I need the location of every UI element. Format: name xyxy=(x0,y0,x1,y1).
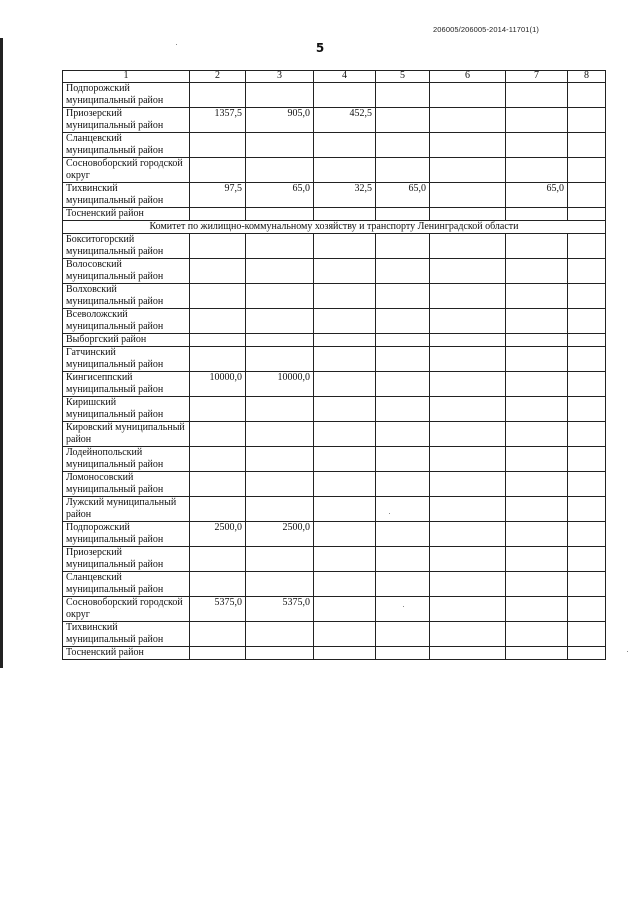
value-cell xyxy=(190,647,246,660)
value-cell xyxy=(506,547,568,572)
value-cell xyxy=(190,547,246,572)
value-cell: 905,0 xyxy=(246,108,314,133)
value-cell xyxy=(314,309,376,334)
value-cell xyxy=(506,372,568,397)
value-cell xyxy=(246,647,314,660)
value-cell xyxy=(506,422,568,447)
value-cell xyxy=(314,622,376,647)
value-cell xyxy=(506,108,568,133)
value-cell: 452,5 xyxy=(314,108,376,133)
table-row xyxy=(63,234,606,259)
district-name-cell: Сосновоборский городской округ xyxy=(63,597,190,622)
value-cell xyxy=(568,547,606,572)
table-row xyxy=(63,597,606,622)
value-cell xyxy=(568,522,606,547)
value-cell xyxy=(430,347,506,372)
value-cell xyxy=(314,447,376,472)
value-cell xyxy=(376,284,430,309)
value-cell xyxy=(376,259,430,284)
value-cell xyxy=(568,572,606,597)
value-cell xyxy=(506,83,568,108)
district-name-cell: Тихвинский муниципальный район xyxy=(63,183,190,208)
value-cell xyxy=(314,284,376,309)
district-name-cell: Волосовский муниципальный район xyxy=(63,259,190,284)
value-cell xyxy=(246,83,314,108)
value-cell xyxy=(246,472,314,497)
value-cell xyxy=(568,397,606,422)
value-cell xyxy=(376,497,430,522)
district-name-cell: Бокситогорский муниципальный район xyxy=(63,234,190,259)
page-number: 5 xyxy=(315,41,325,55)
value-cell xyxy=(314,208,376,221)
district-name-cell: Кировский муниципальный район xyxy=(63,422,190,447)
value-cell xyxy=(506,622,568,647)
value-cell xyxy=(376,447,430,472)
value-cell xyxy=(568,108,606,133)
value-cell xyxy=(246,397,314,422)
value-cell xyxy=(506,158,568,183)
value-cell xyxy=(190,422,246,447)
value-cell xyxy=(314,259,376,284)
value-cell xyxy=(376,347,430,372)
district-name-cell: Лодейнопольский муниципальный район xyxy=(63,447,190,472)
value-cell xyxy=(568,422,606,447)
value-cell xyxy=(430,372,506,397)
document-id: 206005/206005-2014-11701(1) xyxy=(433,25,539,34)
table-row xyxy=(63,522,606,547)
value-cell xyxy=(430,597,506,622)
value-cell xyxy=(568,234,606,259)
value-cell: 5375,0 xyxy=(246,597,314,622)
value-cell xyxy=(376,372,430,397)
value-cell: 65,0 xyxy=(246,183,314,208)
value-cell xyxy=(246,572,314,597)
table-row xyxy=(63,83,606,108)
value-cell xyxy=(568,309,606,334)
table-row xyxy=(63,647,606,660)
district-name-cell: Гатчинский муниципальный район xyxy=(63,347,190,372)
value-cell xyxy=(376,234,430,259)
value-cell xyxy=(246,347,314,372)
column-header: 8 xyxy=(568,71,606,83)
value-cell xyxy=(568,334,606,347)
value-cell: 97,5 xyxy=(190,183,246,208)
value-cell xyxy=(246,259,314,284)
value-cell xyxy=(568,183,606,208)
district-name-cell: Кингисеппский муниципальный район xyxy=(63,372,190,397)
value-cell xyxy=(314,158,376,183)
value-cell xyxy=(376,108,430,133)
value-cell xyxy=(506,259,568,284)
value-cell xyxy=(430,622,506,647)
value-cell xyxy=(376,83,430,108)
district-name-cell: Сосновоборский городской округ xyxy=(63,158,190,183)
table-row xyxy=(63,422,606,447)
section-title: Комитет по жилищно-коммунальному хозяйству и транспорту Ленинградской области xyxy=(63,221,606,234)
value-cell: 65,0 xyxy=(506,183,568,208)
value-cell xyxy=(376,647,430,660)
district-name-cell: Сланцевский муниципальный район xyxy=(63,572,190,597)
value-cell xyxy=(246,309,314,334)
value-cell xyxy=(506,647,568,660)
value-cell xyxy=(376,472,430,497)
table-row xyxy=(63,309,606,334)
value-cell xyxy=(376,133,430,158)
value-cell xyxy=(246,497,314,522)
value-cell: 5375,0 xyxy=(190,597,246,622)
value-cell xyxy=(506,497,568,522)
value-cell xyxy=(430,133,506,158)
value-cell xyxy=(430,108,506,133)
value-cell xyxy=(568,447,606,472)
value-cell xyxy=(376,208,430,221)
column-header: 4 xyxy=(314,71,376,83)
value-cell xyxy=(506,234,568,259)
table-row xyxy=(63,208,606,221)
column-header: 2 xyxy=(190,71,246,83)
section-row xyxy=(63,221,606,234)
table-row xyxy=(63,347,606,372)
value-cell xyxy=(190,472,246,497)
value-cell xyxy=(314,397,376,422)
value-cell xyxy=(246,234,314,259)
value-cell: 32,5 xyxy=(314,183,376,208)
value-cell xyxy=(190,347,246,372)
column-header: 7 xyxy=(506,71,568,83)
value-cell xyxy=(246,284,314,309)
value-cell xyxy=(506,597,568,622)
value-cell xyxy=(430,397,506,422)
value-cell xyxy=(506,347,568,372)
value-cell xyxy=(190,309,246,334)
value-cell xyxy=(568,647,606,660)
value-cell xyxy=(314,572,376,597)
table-body xyxy=(63,83,606,660)
value-cell xyxy=(190,397,246,422)
value-cell xyxy=(430,447,506,472)
value-cell xyxy=(190,447,246,472)
district-name-cell: Выборгский район xyxy=(63,334,190,347)
table-row xyxy=(63,133,606,158)
value-cell xyxy=(376,622,430,647)
value-cell xyxy=(506,397,568,422)
value-cell xyxy=(190,158,246,183)
budget-table xyxy=(62,70,606,660)
value-cell xyxy=(430,259,506,284)
value-cell xyxy=(506,572,568,597)
value-cell xyxy=(430,284,506,309)
table-row xyxy=(63,622,606,647)
scan-speck xyxy=(176,44,177,45)
value-cell xyxy=(568,259,606,284)
value-cell xyxy=(190,497,246,522)
table-row xyxy=(63,108,606,133)
value-cell xyxy=(314,472,376,497)
value-cell: 65,0 xyxy=(376,183,430,208)
district-name-cell: Всеволожский муниципальный район xyxy=(63,309,190,334)
value-cell xyxy=(314,334,376,347)
column-header: 1 xyxy=(63,71,190,83)
table-row xyxy=(63,547,606,572)
value-cell xyxy=(430,647,506,660)
value-cell xyxy=(246,622,314,647)
value-cell xyxy=(376,522,430,547)
district-name-cell: Подпорожский муниципальный район xyxy=(63,83,190,108)
value-cell xyxy=(568,372,606,397)
value-cell xyxy=(190,208,246,221)
column-header: 6 xyxy=(430,71,506,83)
value-cell: 2500,0 xyxy=(246,522,314,547)
value-cell xyxy=(568,133,606,158)
table-row xyxy=(63,497,606,522)
value-cell xyxy=(314,234,376,259)
value-cell xyxy=(430,334,506,347)
value-cell xyxy=(376,309,430,334)
value-cell xyxy=(190,234,246,259)
value-cell xyxy=(506,334,568,347)
value-cell xyxy=(430,522,506,547)
value-cell xyxy=(376,158,430,183)
value-cell xyxy=(568,497,606,522)
district-name-cell: Приозерский муниципальный район xyxy=(63,547,190,572)
value-cell xyxy=(314,347,376,372)
value-cell xyxy=(376,422,430,447)
table-row xyxy=(63,397,606,422)
value-cell xyxy=(506,284,568,309)
value-cell xyxy=(568,597,606,622)
value-cell xyxy=(568,347,606,372)
value-cell xyxy=(190,133,246,158)
value-cell: 2500,0 xyxy=(190,522,246,547)
table-header-row xyxy=(63,71,606,83)
table-row xyxy=(63,259,606,284)
value-cell xyxy=(568,622,606,647)
value-cell xyxy=(430,472,506,497)
value-cell xyxy=(568,284,606,309)
value-cell: 10000,0 xyxy=(190,372,246,397)
table-row xyxy=(63,334,606,347)
value-cell xyxy=(568,158,606,183)
value-cell xyxy=(314,647,376,660)
value-cell xyxy=(376,547,430,572)
scan-edge-line xyxy=(0,38,3,668)
value-cell xyxy=(430,572,506,597)
value-cell xyxy=(430,497,506,522)
value-cell xyxy=(376,397,430,422)
district-name-cell: Ломоносовский муниципальный район xyxy=(63,472,190,497)
value-cell xyxy=(506,472,568,497)
value-cell xyxy=(190,622,246,647)
value-cell xyxy=(568,83,606,108)
value-cell xyxy=(506,133,568,158)
column-header: 3 xyxy=(246,71,314,83)
table-row xyxy=(63,183,606,208)
value-cell xyxy=(246,422,314,447)
district-name-cell: Киришский муниципальный район xyxy=(63,397,190,422)
value-cell xyxy=(376,572,430,597)
value-cell xyxy=(314,522,376,547)
value-cell xyxy=(430,422,506,447)
table-row xyxy=(63,372,606,397)
value-cell xyxy=(430,547,506,572)
value-cell xyxy=(246,334,314,347)
value-cell xyxy=(568,208,606,221)
value-cell xyxy=(314,497,376,522)
table-row xyxy=(63,472,606,497)
value-cell xyxy=(568,472,606,497)
district-name-cell: Лужский муниципальный район xyxy=(63,497,190,522)
value-cell xyxy=(246,547,314,572)
value-cell xyxy=(246,447,314,472)
value-cell xyxy=(506,447,568,472)
table-row xyxy=(63,572,606,597)
value-cell xyxy=(376,597,430,622)
table-row xyxy=(63,284,606,309)
column-header: 5 xyxy=(376,71,430,83)
value-cell xyxy=(506,208,568,221)
district-name-cell: Тихвинский муниципальный район xyxy=(63,622,190,647)
value-cell xyxy=(314,83,376,108)
value-cell: 1357,5 xyxy=(190,108,246,133)
table-row xyxy=(63,447,606,472)
value-cell xyxy=(314,547,376,572)
value-cell xyxy=(376,334,430,347)
scan-speck xyxy=(627,651,628,652)
district-name-cell: Подпорожский муниципальный район xyxy=(63,522,190,547)
value-cell xyxy=(190,334,246,347)
value-cell xyxy=(314,422,376,447)
value-cell xyxy=(190,572,246,597)
value-cell xyxy=(506,309,568,334)
value-cell xyxy=(430,208,506,221)
district-name-cell: Сланцевский муниципальный район xyxy=(63,133,190,158)
value-cell xyxy=(506,522,568,547)
value-cell xyxy=(430,234,506,259)
value-cell xyxy=(246,208,314,221)
value-cell xyxy=(314,597,376,622)
district-name-cell: Тосненский район xyxy=(63,647,190,660)
district-name-cell: Приозерский муниципальный район xyxy=(63,108,190,133)
district-name-cell: Волховский муниципальный район xyxy=(63,284,190,309)
value-cell xyxy=(430,309,506,334)
value-cell xyxy=(246,158,314,183)
value-cell xyxy=(246,133,314,158)
value-cell xyxy=(430,183,506,208)
value-cell xyxy=(314,133,376,158)
value-cell: 10000,0 xyxy=(246,372,314,397)
value-cell xyxy=(190,83,246,108)
value-cell xyxy=(314,372,376,397)
table-row xyxy=(63,158,606,183)
value-cell xyxy=(190,259,246,284)
value-cell xyxy=(190,284,246,309)
value-cell xyxy=(430,158,506,183)
value-cell xyxy=(430,83,506,108)
district-name-cell: Тосненский район xyxy=(63,208,190,221)
